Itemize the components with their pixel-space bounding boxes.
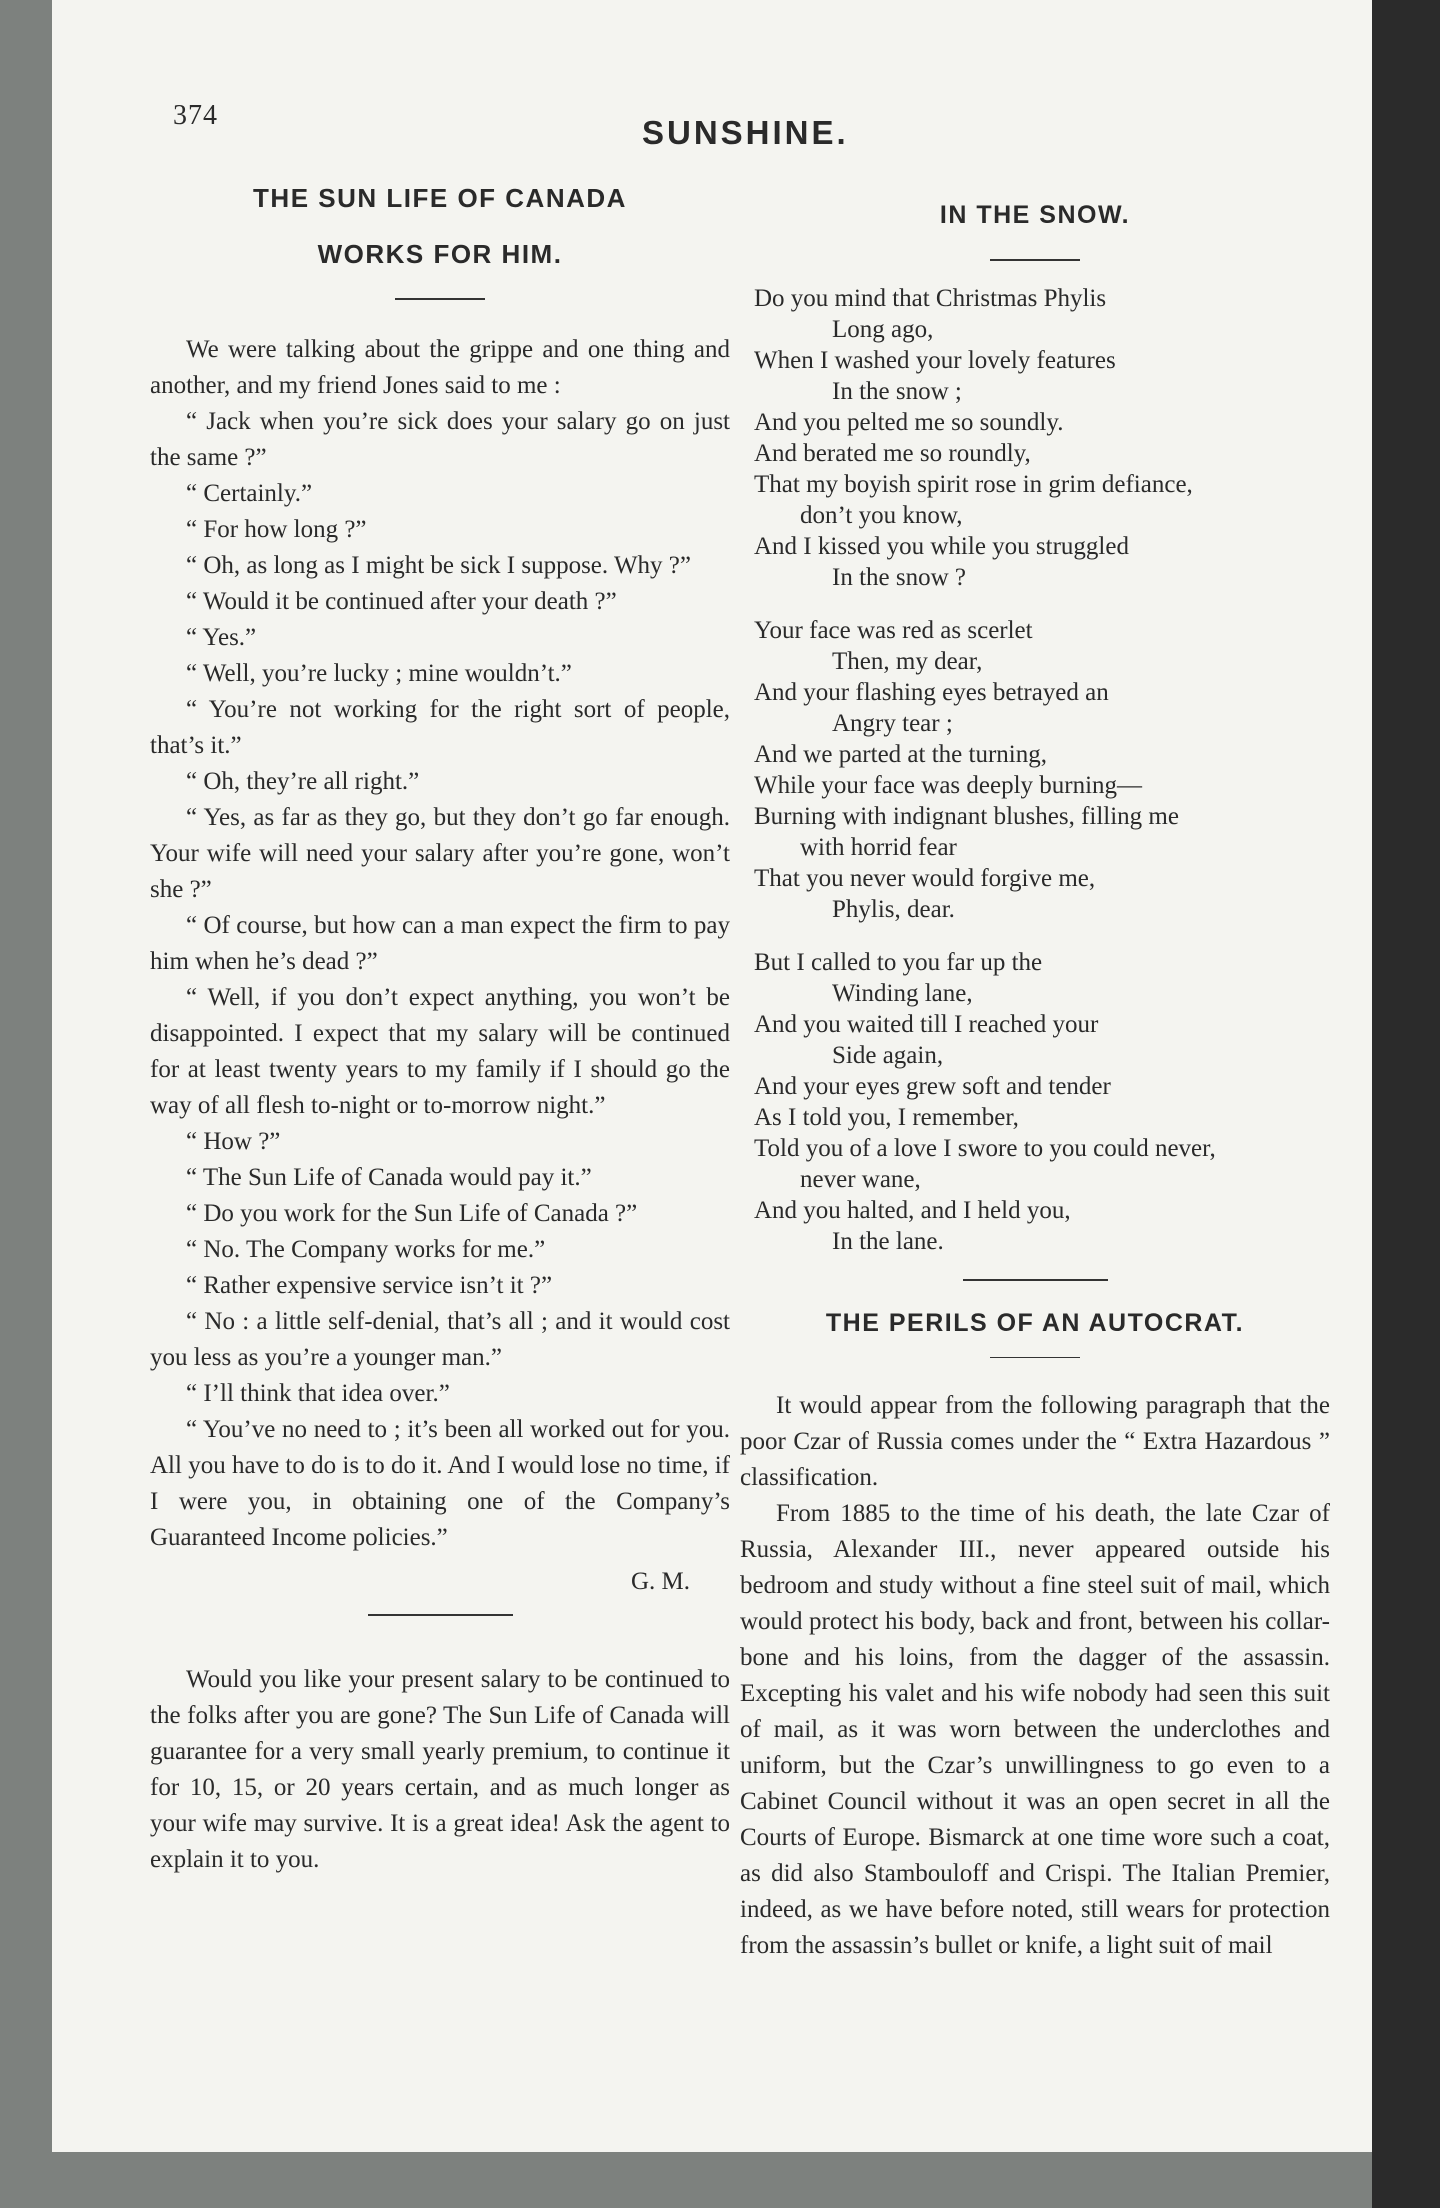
poem-line: And your flashing eyes betrayed an <box>754 679 1109 706</box>
paragraph: “ Would it be continued after your death ?” <box>186 588 617 615</box>
poem-line: Do you mind that Christmas Phylis <box>754 285 1107 312</box>
poem-line: That you never would forgive me, <box>754 865 1096 892</box>
poem-stanza-3 <box>754 947 1330 1257</box>
paragraph: “ How ?” <box>186 1128 281 1155</box>
paragraph: “ Of course, but how can a man expect the firm to pay him when he’s dead ?” <box>150 912 730 975</box>
poem-stanza-2 <box>754 615 1330 925</box>
poem-line: Side again, <box>832 1042 944 1069</box>
paragraph: “ No. The Company works for me.” <box>186 1236 546 1263</box>
article-body <box>150 332 730 1556</box>
poem-line: In the lane. <box>832 1228 944 1255</box>
poem-line: don’t you know, <box>800 502 963 529</box>
paragraph: “ Certainly.” <box>186 480 313 507</box>
poem-line: Told you of a love I swore to you could never, <box>754 1135 1216 1162</box>
paragraph: From 1885 to the time of his death, the late Czar of Russia, Alexander III., never appeared outside his bedroom and study without a fine steel suit of mail, which would protect his body, back and front, between his collar-bone and his loins, from the dagger of the assassin. Excepting his valet and his wife nobody had seen this suit of mail, as it was worn between the underclothes and uniform, but the Czar’s unwillingness to go even to a Cabinet Council without it was an open secret in all the Courts of Europe. Bismarck at one time wore such a coat, as did also Stambouloff and Crispi. The Italian Premier, indeed, as we have before noted, still wears for protection from the assassin’s bullet or knife, a light suit of mail <box>740 1500 1330 1959</box>
paragraph: It would appear from the following paragraph that the poor Czar of Russia comes under the “ Extra Hazardous ” classification. <box>740 1392 1330 1491</box>
poem-line: As I told you, I remember, <box>754 1104 1019 1131</box>
paragraph: “ You’re not working for the right sort of people, that’s it.” <box>150 696 730 759</box>
section-rule <box>963 1279 1108 1281</box>
poem-line: In the snow ; <box>832 378 962 405</box>
poem-line: Then, my dear, <box>832 648 983 675</box>
paragraph: “ Jack when you’re sick does your salary go on just the same ?” <box>150 408 730 471</box>
poem-line: never wane, <box>800 1166 921 1193</box>
page-number: 374 <box>173 100 218 131</box>
signature: G. M. <box>630 1568 690 1595</box>
left-column <box>150 170 730 1878</box>
poem-line: In the snow ? <box>832 564 966 591</box>
article-title: THE PERILS OF AN AUTOCRAT. <box>825 1309 1245 1337</box>
paragraph: “ Oh, they’re all right.” <box>186 768 420 795</box>
poem-line: And your eyes grew soft and tender <box>754 1073 1111 1100</box>
paragraph: We were talking about the grippe and one thing and another, and my friend Jones said to me : <box>150 336 730 399</box>
poem-rule <box>990 259 1080 261</box>
article-title-line-2: WORKS FOR HIM. <box>317 239 563 269</box>
poem-line: with horrid fear <box>800 834 957 861</box>
article-title-line-1: THE SUN LIFE OF CANADA <box>253 183 627 213</box>
paragraph: “ You’ve no need to ; it’s been all worked out for you. All you have to do is to do it. And I would lose no time, if I were you, in obtaining one of the Company’s Guaranteed Income policies.” <box>150 1416 730 1551</box>
paragraph: “ For how long ?” <box>186 516 367 543</box>
poem-line: And you waited till I reached your <box>754 1011 1099 1038</box>
running-head: SUNSHINE. <box>642 114 849 151</box>
page-edge-shadow <box>1372 0 1440 2208</box>
paragraph: “ Well, you’re lucky ; mine wouldn’t.” <box>186 660 572 687</box>
poem-line: Phylis, dear. <box>832 896 955 923</box>
poem-line: Your face was red as scerlet <box>754 617 1033 644</box>
poem-line: While your face was deeply burning— <box>754 772 1143 799</box>
title-rule <box>990 1357 1080 1358</box>
paragraph: “ Well, if you don’t expect anything, you won’t be disappointed. I expect that my salary will be continued for at least twenty years to my family if I should go the way of all flesh to-night or to-morrow night.” <box>150 984 730 1119</box>
paragraph: “ Oh, as long as I might be sick I suppose. Why ?” <box>186 552 691 579</box>
poem-line: And you halted, and I held you, <box>754 1197 1071 1224</box>
advert-paragraph: Would you like your present salary to be continued to the folks after you are gone? The Sun Life of Canada will guarantee for a very small yearly premium, to continue it for 10, 15, or 20 years certain, and as much longer as your wife may survive. It is a great idea! Ask the agent to explain it to you. <box>150 1666 730 1873</box>
poem-title: IN THE SNOW. <box>939 201 1131 229</box>
poem-line: Angry tear ; <box>832 710 953 737</box>
title-rule <box>395 298 485 300</box>
right-column <box>740 195 1330 1964</box>
poem-line: Long ago, <box>832 316 934 343</box>
poem-line: When I washed your lovely features <box>754 347 1116 374</box>
poem-line: And we parted at the turning, <box>754 741 1047 768</box>
advertisement <box>150 1662 730 1878</box>
section-rule <box>368 1614 513 1616</box>
article-body <box>740 1388 1330 1964</box>
poem-line: Burning with indignant blushes, filling me <box>754 803 1179 830</box>
poem-line: But I called to you far up the <box>754 949 1043 976</box>
paragraph: “ Do you work for the Sun Life of Canada ?” <box>186 1200 638 1227</box>
poem-line: Winding lane, <box>832 980 973 1007</box>
paragraph: “ Rather expensive service isn’t it ?” <box>186 1272 553 1299</box>
poem-line: And berated me so roundly, <box>754 440 1031 467</box>
poem-stanza-1 <box>754 283 1330 593</box>
poem-line: And I kissed you while you struggled <box>754 533 1129 560</box>
paragraph: “ No : a little self-denial, that’s all ; and it would cost you less as you’re a younger man.” <box>150 1308 730 1371</box>
paragraph: “ Yes.” <box>186 624 257 651</box>
paragraph: “ I’ll think that idea over.” <box>186 1380 450 1407</box>
paragraph: “ Yes, as far as they go, but they don’t go far enough. Your wife will need your salary after you’re gone, won’t she ?” <box>150 804 730 903</box>
poem-line: And you pelted me so soundly. <box>754 409 1064 436</box>
paragraph: “ The Sun Life of Canada would pay it.” <box>186 1164 592 1191</box>
poem-line: That my boyish spirit rose in grim defiance, <box>754 471 1193 498</box>
